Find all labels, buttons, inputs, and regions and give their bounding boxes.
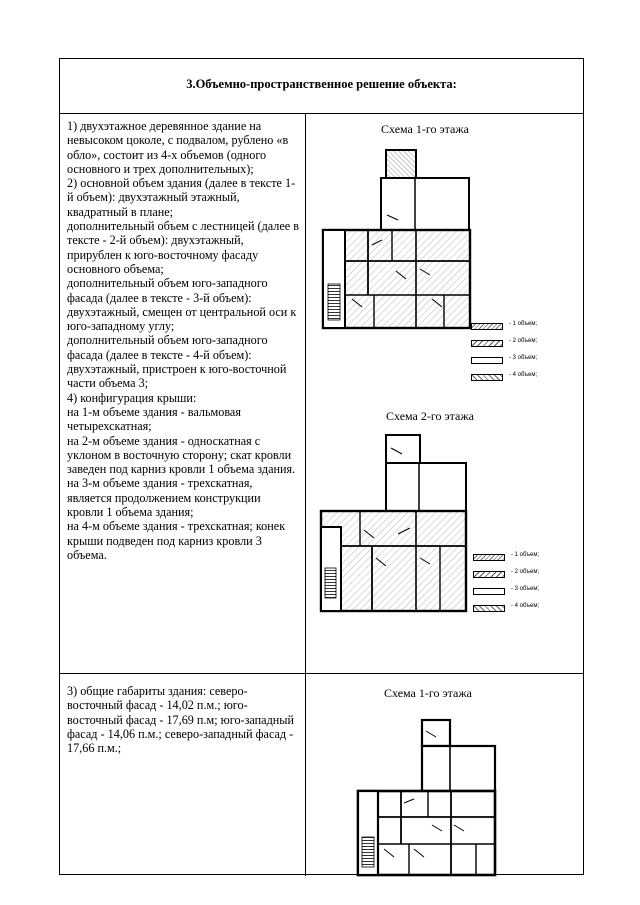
stairs-icon (362, 837, 374, 867)
section-title: 3.Объемно-пространственное решение объекта: (186, 77, 457, 91)
scheme-caption-floor2: Схема 2-го этажа (386, 409, 474, 423)
dimensions-cell (67, 684, 299, 755)
schemes-cell (306, 114, 583, 673)
volume-3 (381, 178, 469, 230)
hatch-swatch-icon (471, 357, 503, 364)
hatch-swatch-icon (473, 571, 505, 578)
description-cell (67, 119, 299, 562)
paragraph: на 2-м объеме здания - односкатная с уклоном в восточную сторону; скат кровли заведен под карниз кровли 1 объема здания. (67, 433, 296, 477)
paragraph: на 3-м объеме здания - трехскатная, является продолжением конструкции кровли 1 объема здания; (67, 476, 261, 520)
paragraph: на 1-м объеме здания - вальмовая четырехскатная; (67, 404, 241, 434)
table-row (60, 674, 583, 876)
hatch-swatch-icon (471, 323, 503, 330)
paragraph: дополнительный объем с лестницей (далее в тексте - 2-й объем): двухэтажный, прирублен к юго-восточному фасаду основного объема; (67, 219, 300, 276)
stairs-icon (325, 568, 336, 598)
stairs-icon (328, 284, 340, 320)
hatch-swatch-icon (471, 340, 503, 347)
floor-plan-2 (316, 434, 466, 612)
hatch-swatch-icon (471, 374, 503, 381)
legend-floor1: - 1 объем; - 2 объем; - 3 объем; - 4 объем; (471, 323, 571, 393)
volume-4 (386, 435, 420, 463)
hatch-swatch-icon (473, 605, 505, 612)
title-row (60, 59, 583, 114)
volume-3 (422, 746, 495, 791)
paragraph: 4) конфигурация крыши: (67, 390, 197, 405)
table-row (60, 114, 583, 674)
paragraph: 1) двухэтажное деревянное здание на невысоком цоколе, с подвалом, рублено «в обло», состоит из 4-х объемов (одного основного и трех дополнительных); (67, 119, 289, 176)
floor-plan-1-outline (354, 719, 496, 875)
paragraph: на 4-м объеме здания - трехскатная; конек крыши подведен под карниз кровли 3 объема. (67, 519, 286, 562)
scheme-caption-floor1: Схема 1-го этажа (384, 686, 472, 700)
volume-4 (386, 150, 416, 178)
hatch-swatch-icon (473, 554, 505, 561)
document-table (59, 58, 584, 875)
volume-4 (422, 720, 450, 746)
floor-plan-1 (312, 149, 464, 329)
scheme-caption-floor1: Схема 1-го этажа (381, 122, 469, 136)
schemes-cell (306, 674, 583, 876)
volume-1 (321, 511, 466, 611)
paragraph: дополнительный объем юго-западного фасада (далее в тексте - 4-й объем): двухэтажный, пристроен к юго-восточной части объема 3; (67, 333, 287, 391)
volume-3 (386, 463, 466, 511)
hatch-swatch-icon (473, 588, 505, 595)
paragraph: дополнительный объем юго-западного фасада (далее в тексте - 3-й объем): двухэтажный, смещен от центральной оси к юго-западному углу; (67, 276, 297, 334)
paragraph: 2) основной объем здания (далее в тексте 1-й объем): двухэтажный этажный, квадратный в плане; (67, 176, 296, 219)
paragraph: 3) общие габариты здания: северо-восточный фасад - 14,02 п.м.; юго-восточный фасад - 17,69 п.м; юго-западный фасад - 14,06 п.м.; северо-западный фасад - 17,66 п.м.; (67, 684, 295, 756)
legend-floor2: - 1 объем; - 2 объем; - 3 объем; - 4 объем; (473, 554, 573, 624)
